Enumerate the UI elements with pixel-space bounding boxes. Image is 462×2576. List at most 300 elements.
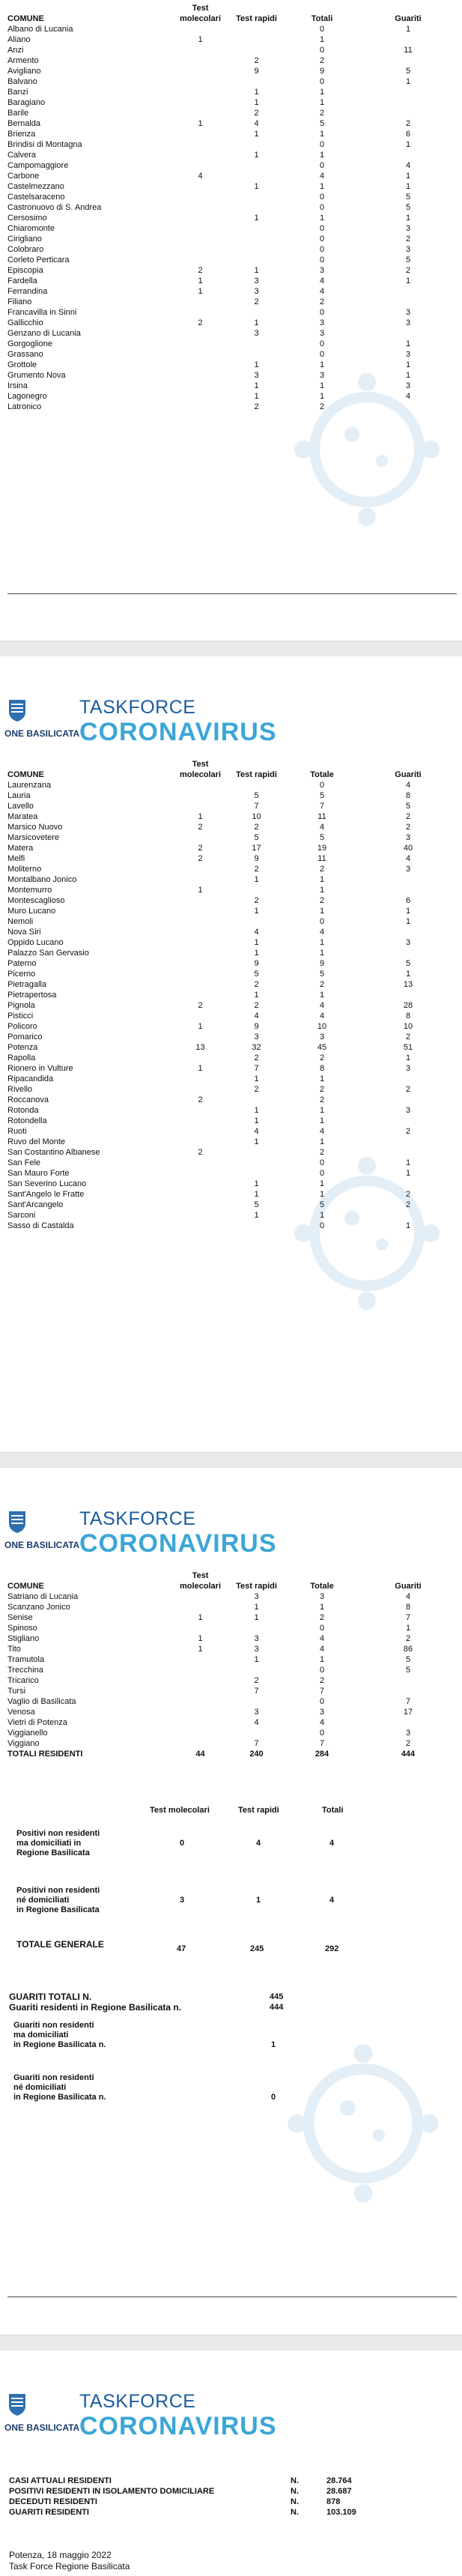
cell-comune: Roccanova	[7, 1095, 49, 1104]
cell-guariti: 3	[405, 318, 411, 327]
cell-test-molecolari: 2	[198, 823, 203, 832]
cell-totale: 1	[319, 130, 325, 139]
cell-test-rapidi: 1	[254, 991, 259, 1000]
cell-test-rapidi: 3	[254, 1708, 259, 1717]
cell-test-molecolari	[172, 55, 228, 66]
cell-test-rapidi	[228, 139, 285, 150]
cell-test-rapidi: 2	[254, 1053, 259, 1062]
cell-comune: Pisticci	[7, 1012, 34, 1021]
cell-totale: 1	[319, 88, 325, 97]
cell-guariti: 7	[405, 1613, 411, 1622]
cell-totale: 4	[319, 1718, 325, 1727]
page-3	[0, 1468, 462, 2335]
cell-guariti: 2	[405, 823, 411, 832]
table-row	[7, 66, 457, 76]
cell-test-molecolari	[172, 916, 228, 927]
final-label: GUARITI RESIDENTI	[9, 2508, 89, 2517]
guariti-non-domiciliati-value: 0	[271, 2093, 276, 2102]
cell-comune: Viggianello	[7, 1729, 48, 1738]
cell-totale: 0	[319, 140, 325, 149]
cell-test-rapidi	[228, 780, 285, 790]
table-row	[7, 1728, 457, 1738]
cell-test-rapidi: 10	[252, 812, 261, 821]
cell-test-rapidi	[228, 916, 285, 927]
cell-totale: 1	[319, 875, 325, 884]
cell-guariti: 5	[405, 959, 411, 968]
cell-test-rapidi: 1	[254, 266, 259, 275]
cell-guariti: 1	[405, 1053, 411, 1062]
nonresident-notdomiciled-label	[16, 1886, 100, 1915]
cell-guariti: 2	[405, 1032, 411, 1041]
cell-test-molecolari	[172, 307, 228, 318]
cell-test-molecolari	[172, 1675, 228, 1686]
cell-guariti: 6	[405, 896, 411, 905]
cell-test-molecolari	[172, 349, 228, 360]
cell-test-rapidi: 1	[254, 151, 259, 160]
cell-comune: San Fele	[7, 1158, 41, 1167]
cell-test-rapidi: 2	[254, 865, 259, 874]
cell-comune: Avigliano	[7, 67, 41, 76]
cell-guariti	[359, 34, 457, 45]
cell-guariti: 5	[405, 203, 411, 212]
cell-totale: 0	[319, 781, 325, 790]
cell-guariti: 5	[405, 67, 411, 76]
cell-guariti	[359, 286, 457, 297]
table-row	[7, 801, 457, 811]
table-row	[7, 150, 457, 160]
cell-totale: 1	[319, 381, 325, 390]
table-row	[7, 24, 457, 34]
cell-test-molecolari	[172, 45, 228, 55]
table-row	[7, 790, 457, 801]
cell-guariti: 1	[405, 907, 411, 916]
cell-test-rapidi: 4	[254, 119, 259, 128]
cell-totale: 1	[319, 182, 325, 191]
cell-comune: Ferrandina	[7, 287, 48, 296]
cell-comune: Anzi	[7, 46, 24, 55]
cell-totale: 0	[319, 224, 325, 233]
table-row	[7, 139, 457, 150]
table-row	[7, 1644, 457, 1654]
cell-guariti: 2	[405, 1634, 411, 1643]
cell-totale: 8	[319, 1064, 325, 1073]
label-line: Regione Basilicata	[16, 1848, 90, 1857]
cell-totale: 9	[319, 959, 325, 968]
totale-residenti-label: TOTALI RESIDENTI	[7, 1750, 83, 1759]
cell-test-molecolari: 1	[198, 1634, 203, 1643]
cell-guariti: 3	[405, 308, 411, 317]
cell-test-rapidi	[228, 1623, 285, 1633]
cell-guariti: 3	[405, 350, 411, 359]
cell-test-molecolari	[172, 1602, 228, 1612]
cell-comune: Episcopia	[7, 266, 43, 275]
cell-comune: Montescaglioso	[7, 896, 65, 905]
cell-test-molecolari: 1	[198, 287, 203, 296]
cell-test-rapidi: 2	[254, 980, 259, 989]
cell-totale: 1	[319, 392, 325, 401]
cell-guariti	[359, 150, 457, 160]
value-molecolari: 0	[180, 1839, 185, 1848]
cell-test-rapidi: 3	[254, 1592, 259, 1601]
cell-test-rapidi	[228, 1696, 285, 1707]
table-row	[7, 76, 457, 87]
cell-totale: 2	[319, 1085, 325, 1094]
cell-test-rapidi	[228, 1095, 285, 1105]
value-rapidi: 1	[256, 1896, 261, 1905]
final-label: CASI ATTUALI RESIDENTI	[9, 2476, 112, 2485]
cell-test-molecolari	[172, 1032, 228, 1042]
col-totale: Totale	[310, 1582, 334, 1591]
cell-totale: 1	[319, 949, 325, 958]
cell-test-rapidi: 1	[254, 214, 259, 223]
cell-comune: Policoro	[7, 1022, 37, 1031]
cell-test-rapidi: 2	[254, 823, 259, 832]
cell-test-rapidi: 1	[254, 875, 259, 884]
cell-totale: 0	[319, 235, 325, 244]
cell-guariti: 3	[405, 1106, 411, 1115]
final-n: N.	[291, 2487, 299, 2496]
cell-comune: Castronuovo di S. Andrea	[7, 203, 102, 212]
cell-guariti	[359, 874, 457, 885]
cell-test-rapidi	[228, 160, 285, 171]
cell-test-rapidi: 1	[254, 318, 259, 327]
cell-guariti: 2	[405, 266, 411, 275]
cell-comune: Bernalda	[7, 119, 41, 128]
cell-totale: 4	[319, 1645, 325, 1654]
cell-test-rapidi: 9	[254, 67, 259, 76]
cell-test-rapidi: 2	[254, 297, 259, 306]
cell-test-rapidi: 1	[254, 392, 259, 401]
table-row	[7, 1675, 457, 1686]
coronavirus-wordmark: CORONAVIRUS	[79, 1529, 277, 1558]
table-row	[7, 234, 457, 244]
cell-test-molecolari: 1	[198, 35, 203, 44]
cell-totale: 0	[319, 245, 325, 254]
cell-test-molecolari	[172, 192, 228, 202]
cell-comune: Gallicchio	[7, 318, 43, 327]
cell-totale: 0	[319, 339, 325, 348]
value-totali: 4	[329, 1839, 335, 1848]
table-row	[7, 1717, 457, 1728]
cell-totale: 5	[319, 833, 325, 842]
label-line: Guariti non residenti	[13, 2021, 94, 2030]
cell-comune: Muro Lucano	[7, 907, 56, 916]
table-row	[7, 307, 457, 318]
cell-test-molecolari	[172, 1221, 228, 1231]
cell-comune: Nova Siri	[7, 928, 41, 937]
table-row	[7, 297, 457, 307]
taskforce-wordmark: TASKFORCE	[79, 697, 196, 718]
cell-test-molecolari: 2	[198, 1001, 203, 1010]
cell-totale: 2	[319, 56, 325, 65]
table-row	[7, 1032, 457, 1042]
municipality-table-3	[7, 1569, 457, 1759]
cell-test-molecolari	[172, 937, 228, 948]
cell-test-rapidi: 1	[254, 949, 259, 958]
cell-totale: 0	[319, 161, 325, 170]
cell-test-rapidi: 32	[252, 1043, 261, 1052]
cell-totale: 4	[319, 287, 325, 296]
cell-test-rapidi: 7	[254, 1064, 259, 1073]
cell-totale: 2	[319, 297, 325, 306]
cell-comune: San Mauro Forte	[7, 1169, 70, 1178]
cell-guariti: 1	[405, 182, 411, 191]
guariti-residenti-value: 444	[270, 2003, 284, 2012]
cell-guariti: 2	[405, 1200, 411, 1209]
summary-col-molecolari: Test molecolari	[150, 1806, 210, 1815]
cell-comune: Sant'Arcangelo	[7, 1200, 64, 1209]
cell-test-rapidi	[228, 349, 285, 360]
table-row	[7, 1633, 457, 1644]
label-line: in Regione Basilicata	[16, 1905, 100, 1914]
cell-comune: Maratea	[7, 812, 38, 821]
cell-test-rapidi: 3	[254, 371, 259, 380]
table-row	[7, 979, 457, 990]
cell-test-molecolari	[172, 969, 228, 979]
value-rapidi: 245	[250, 1944, 264, 1953]
cell-test-molecolari	[172, 1084, 228, 1095]
col-comune: COMUNE	[7, 14, 44, 23]
cell-test-molecolari	[172, 1189, 228, 1200]
page-separator	[0, 641, 462, 657]
cell-guariti: 1	[405, 339, 411, 348]
table-row	[7, 1074, 457, 1084]
cell-test-rapidi: 3	[254, 1634, 259, 1643]
cell-test-molecolari: 1	[198, 1645, 203, 1654]
cell-totale: 1	[319, 1179, 325, 1188]
table-row	[7, 129, 457, 139]
table-row	[7, 202, 457, 213]
cell-totale: 1	[319, 1116, 325, 1125]
cell-test-rapidi: 3	[254, 1645, 259, 1654]
table-row	[7, 118, 457, 129]
col-test-rapidi: Test rapidi	[236, 1582, 277, 1591]
col-test-molecolari: Test molecolari	[179, 760, 222, 779]
table-row	[7, 286, 457, 297]
cell-test-molecolari	[172, 244, 228, 255]
cell-comune: Gorgoglione	[7, 339, 52, 348]
cell-test-molecolari	[172, 1210, 228, 1221]
cell-test-molecolari	[172, 160, 228, 171]
cell-guariti: 3	[405, 1064, 411, 1073]
page-1	[0, 0, 462, 641]
cell-guariti: 1	[405, 1624, 411, 1633]
table-row	[7, 822, 457, 832]
cell-totale: 2	[319, 1613, 325, 1622]
label-line: in Regione Basilicata n.	[13, 2093, 106, 2102]
cell-totale: 2	[319, 1676, 325, 1685]
cell-guariti	[359, 948, 457, 958]
cell-comune: Lauria	[7, 791, 31, 800]
cell-test-rapidi: 5	[254, 1200, 259, 1209]
cell-test-molecolari	[172, 297, 228, 307]
cell-comune: Albano di Lucania	[7, 25, 73, 34]
cell-comune: Castelmezzano	[7, 182, 64, 191]
table-row	[7, 1000, 457, 1011]
cell-test-molecolari: 2	[198, 1095, 203, 1104]
cell-test-rapidi: 2	[254, 1676, 259, 1685]
table-row	[7, 108, 457, 118]
cell-test-molecolari	[172, 832, 228, 843]
cell-test-molecolari	[172, 360, 228, 370]
cell-test-rapidi: 1	[254, 1190, 259, 1199]
cell-comune: Scanzano Jonico	[7, 1603, 70, 1612]
cell-totale: 2	[319, 109, 325, 118]
coronavirus-wordmark: CORONAVIRUS	[79, 718, 277, 746]
footer-date: Potenza, 18 maggio 2022	[9, 2550, 112, 2560]
cell-totale: 0	[319, 256, 325, 264]
cell-comune: Grottole	[7, 360, 37, 369]
cell-comune: Spinoso	[7, 1624, 37, 1633]
cell-test-molecolari	[172, 1623, 228, 1633]
cell-guariti: 51	[403, 1043, 413, 1052]
cell-test-rapidi	[228, 1665, 285, 1675]
cell-test-rapidi: 4	[254, 1012, 259, 1021]
cell-test-molecolari	[172, 223, 228, 234]
cell-guariti	[359, 97, 457, 108]
guariti-non-domiciliati-label	[13, 2073, 106, 2102]
label-line: Positivi non residenti	[16, 1886, 100, 1895]
cell-totale: 4	[319, 1634, 325, 1643]
guariti-domiciliati-label	[13, 2021, 106, 2050]
cell-comune: Tramutola	[7, 1655, 45, 1664]
cell-test-molecolari	[172, 234, 228, 244]
cell-test-molecolari	[172, 1137, 228, 1147]
cell-test-molecolari: 4	[198, 172, 203, 181]
footer-org: Task Force Regione Basilicata	[9, 2561, 130, 2572]
cell-comune: Tito	[7, 1645, 21, 1654]
cell-test-rapidi	[228, 885, 285, 895]
cell-guariti: 1	[405, 970, 411, 979]
cell-guariti: 2	[405, 119, 411, 128]
cell-comune: Grumento Nova	[7, 371, 66, 380]
cell-guariti: 3	[405, 938, 411, 947]
cell-guariti: 2	[405, 1085, 411, 1094]
cell-comune: Sant'Angelo le Fratte	[7, 1190, 85, 1199]
cell-comune: Pignola	[7, 1001, 35, 1010]
cell-totale: 0	[319, 1697, 325, 1706]
cell-comune: Rapolla	[7, 1053, 36, 1062]
cell-totale: 9	[319, 67, 325, 76]
cell-comune: Armento	[7, 56, 39, 65]
cell-test-molecolari	[172, 895, 228, 906]
cell-comune: Rotonda	[7, 1106, 39, 1115]
cell-totale: 5	[319, 791, 325, 800]
cell-test-molecolari	[172, 979, 228, 990]
cell-comune: Campomaggiore	[7, 161, 69, 170]
table-row	[7, 853, 457, 864]
cell-comune: San Costantino Albanese	[7, 1148, 100, 1157]
virus-watermark-icon	[285, 2022, 442, 2225]
cell-totale: 1	[319, 991, 325, 1000]
col-guariti: Guariti	[395, 1582, 422, 1591]
cell-test-molecolari	[172, 181, 228, 192]
cell-totale: 11	[317, 854, 326, 863]
cell-test-rapidi: 1	[254, 1137, 259, 1146]
table-header	[7, 1569, 457, 1591]
cell-test-molecolari	[172, 87, 228, 97]
cell-comune: Vietri di Potenza	[7, 1718, 67, 1727]
cell-guariti: 1	[405, 77, 411, 86]
cell-totale: 2	[319, 865, 325, 874]
cell-totale: 5	[319, 1200, 325, 1209]
table-row	[7, 1654, 457, 1665]
cell-comune: San Severino Lucano	[7, 1179, 87, 1188]
cell-totale: 2	[319, 1148, 325, 1157]
cell-test-molecolari	[172, 1200, 228, 1210]
cell-test-rapidi: 9	[254, 1022, 259, 1031]
table-row	[7, 832, 457, 843]
cell-comune: Nemoli	[7, 917, 34, 926]
cell-guariti: 6	[405, 130, 411, 139]
cell-guariti	[359, 1074, 457, 1084]
cell-totale: 7	[319, 1739, 325, 1748]
cell-test-rapidi: 1	[254, 1074, 259, 1083]
cell-test-rapidi: 4	[254, 1127, 259, 1136]
value-totali: 4	[329, 1896, 335, 1905]
cell-test-molecolari	[172, 1168, 228, 1179]
cell-test-molecolari	[172, 1717, 228, 1728]
taskforce-logo	[4, 2386, 277, 2440]
final-n: N.	[291, 2508, 299, 2517]
table-row	[7, 811, 457, 822]
cell-test-molecolari	[172, 97, 228, 108]
cell-guariti	[359, 87, 457, 97]
cell-guariti	[359, 1116, 457, 1126]
cell-guariti: 5	[405, 1666, 411, 1675]
cell-test-molecolari	[172, 1707, 228, 1717]
col-totale: Totale	[310, 770, 334, 779]
cell-test-rapidi	[228, 1147, 285, 1158]
cell-comune: Moliterno	[7, 865, 42, 874]
cell-totale: 2	[319, 980, 325, 989]
region-emblem-icon	[7, 698, 27, 722]
cell-test-molecolari	[172, 1074, 228, 1084]
cell-totale: 0	[319, 1221, 325, 1230]
cell-test-rapidi: 2	[254, 56, 259, 65]
value-molecolari: 47	[177, 1944, 186, 1953]
cell-comune: Laurenzana	[7, 781, 52, 790]
cell-test-rapidi: 1	[254, 381, 259, 390]
cell-guariti: 8	[405, 1012, 411, 1021]
cell-test-rapidi: 4	[254, 1718, 259, 1727]
cell-totale: 10	[317, 1022, 327, 1031]
cell-test-rapidi: 5	[254, 833, 259, 842]
cell-test-rapidi	[228, 234, 285, 244]
cell-comune: Matera	[7, 844, 34, 853]
cell-test-rapidi: 1	[254, 1106, 259, 1115]
table-row	[7, 1011, 457, 1021]
cell-guariti	[359, 328, 457, 339]
cell-guariti: 1	[405, 276, 411, 285]
cell-test-rapidi	[228, 171, 285, 181]
cell-comune: Pomarico	[7, 1032, 43, 1041]
cell-totale: 3	[319, 329, 325, 338]
cell-guariti: 2	[405, 1127, 411, 1136]
table-row	[7, 948, 457, 958]
cell-comune: Lagonegro	[7, 392, 47, 401]
col-comune: COMUNE	[7, 770, 44, 779]
cell-test-molecolari	[172, 255, 228, 265]
cell-test-molecolari	[172, 864, 228, 874]
cell-comune: Ripacandida	[7, 1074, 54, 1083]
cell-totale: 0	[319, 308, 325, 317]
cell-totale: 1	[319, 360, 325, 369]
cell-guariti: 1	[405, 1158, 411, 1167]
cell-test-rapidi: 1	[254, 130, 259, 139]
cell-test-rapidi: 3	[254, 276, 259, 285]
cell-guariti: 3	[405, 1729, 411, 1738]
